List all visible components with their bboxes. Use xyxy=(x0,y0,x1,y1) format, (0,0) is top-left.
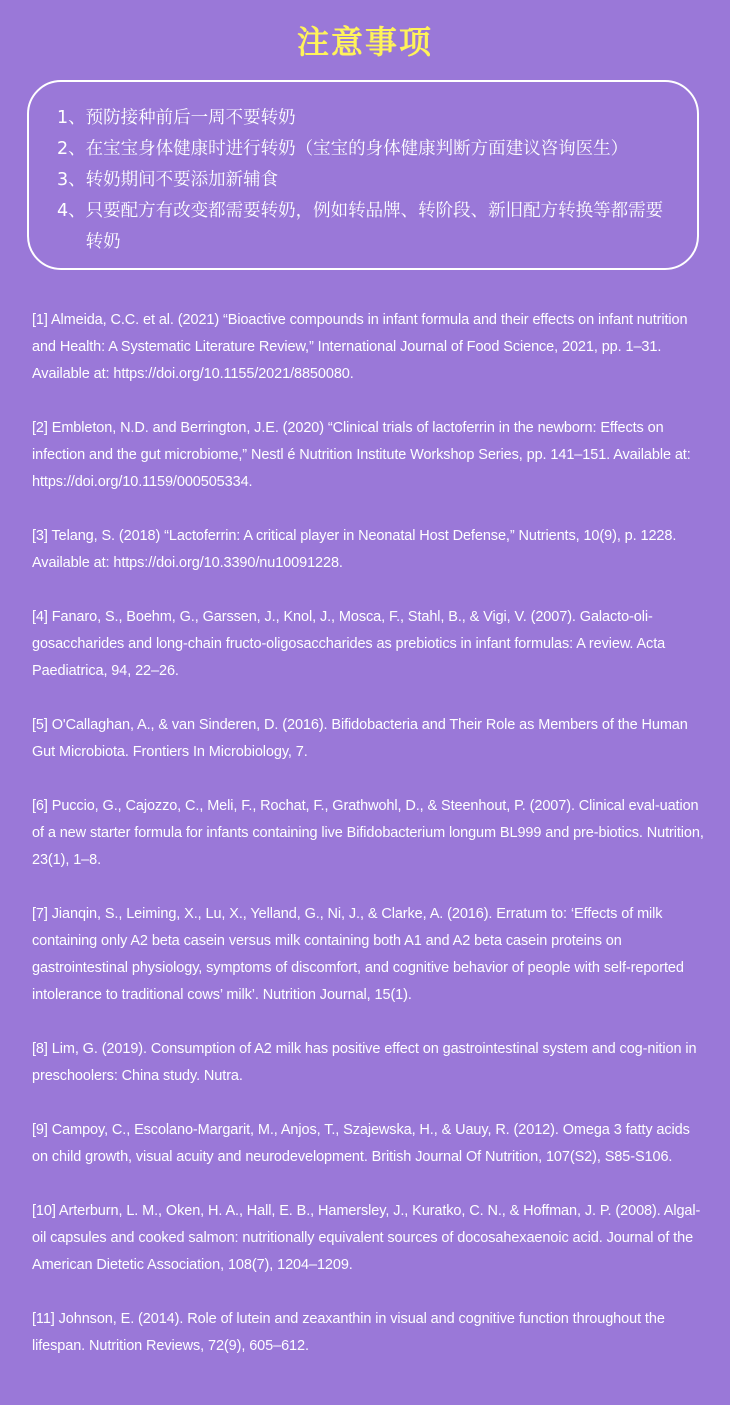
reference-item: [8] Lim, G. (2019). Consumption of A2 milk has positive effect on gastrointestinal system and cog-nition in preschoolers: China study. Nutra. xyxy=(32,1041,697,1084)
reference-list xyxy=(32,307,708,1387)
notice-text: 预防接种前后一周不要转奶 xyxy=(85,108,296,128)
reference-item: [7] Jianqin, S., Leiming, X., Lu, X., Yelland, G., Ni, J., & Clarke, A. (2016). Erratum to: ‘Effects of milk containing only A2 beta casein versus milk containing both A1 and A2 beta casein proteins on gastrointestinal physiology, symptoms of discomfort, and cognitive behavior of people with self-reported intolerance to traditional cows’ milk’. Nutrition Journal, 15(1). xyxy=(32,906,684,1003)
page-title: 注意事项 xyxy=(296,23,433,61)
notice-text: 在宝宝身体健康时进行转奶（宝宝的身体健康判断方面建议咨询医生） xyxy=(85,139,629,159)
reference-item: [6] Puccio, G., Cajozzo, C., Meli, F., Rochat, F., Grathwohl, D., & Steenhout, P. (2007). Clinical eval-uation of a new starter formula for infants containing live Bifidobacterium longum BL999 and pre-biotics. Nutrition, 23(1), 1–8. xyxy=(32,798,704,868)
reference-item: [11] Johnson, E. (2014). Role of lutein and zeaxanthin in visual and cognitive function throughout the lifespan. Nutrition Reviews, 72(9), 605–612. xyxy=(32,1311,665,1354)
notice-text: 转奶期间不要添加新辅食 xyxy=(85,170,279,190)
reference-item: [1] Almeida, C.C. et al. (2021) “Bioactive compounds in infant formula and their effects on infant nutrition and Health: A Systematic Literature Review,” International Journal of Food Science, 2021, pp. 1–31. Available at: https://doi.org/10.1155/2021/8850080. xyxy=(32,312,688,382)
notice-item-3 xyxy=(57,165,677,196)
reference-item: [9] Campoy, C., Escolano-Margarit, M., Anjos, T., Szajewska, H., & Uauy, R. (2012). Omega 3 fatty acids on child growth, visual acuity and neurodevelopment. British Journal Of Nutrition, 107(S2), S85-S106. xyxy=(32,1122,690,1165)
reference-item: [4] Fanaro, S., Boehm, G., Garssen, J., Knol, J., Mosca, F., Stahl, B., & Vigi, V. (2007). Galacto-oli-gosaccharides and long-chain fructo-oligosaccharides as prebiotics in infant formulas: A review. Acta Paediatrica, 94, 22–26. xyxy=(32,609,666,679)
reference-item: [2] Embleton, N.D. and Berrington, J.E. (2020) “Clinical trials of lactoferrin in the newborn: Effects on infection and the gut microbiome,” Nestl é Nutrition Institute Workshop Series, pp. 141–151. Available at: https://doi.org/10.1159/000505334. xyxy=(32,420,691,490)
notice-text: 只要配方有改变都需要转奶，例如转品牌、转阶段、新旧配方转换等都需要转奶 xyxy=(85,201,664,252)
notice-number: 3、 xyxy=(57,170,86,190)
notice-number: 4、 xyxy=(57,201,86,221)
notice-item-2 xyxy=(57,134,677,165)
reference-item: [10] Arterburn, L. M., Oken, H. A., Hall, E. B., Hamersley, J., Kuratko, C. N., & Hoffman, J. P. (2008). Algal-oil capsules and cooked salmon: nutritionally equivalent sources of docosahexaenoic acid. Journal of the American Dietetic Association, 108(7), 1204–1209. xyxy=(32,1203,701,1273)
notice-number: 1、 xyxy=(57,108,86,128)
reference-item: [5] O'Callaghan, A., & van Sinderen, D. (2016). Bifidobacteria and Their Role as Members of the Human Gut Microbiota. Frontiers In Microbiology, 7. xyxy=(32,717,688,760)
reference-item: [3] Telang, S. (2018) “Lactoferrin: A critical player in Neonatal Host Defense,” Nutrients, 10(9), p. 1228. Available at: https://doi.org/10.3390/nu10091228. xyxy=(32,528,677,571)
notice-box xyxy=(27,80,699,270)
notice-item-1 xyxy=(57,103,677,134)
notice-item-4 xyxy=(57,196,677,258)
notice-number: 2、 xyxy=(57,139,86,159)
